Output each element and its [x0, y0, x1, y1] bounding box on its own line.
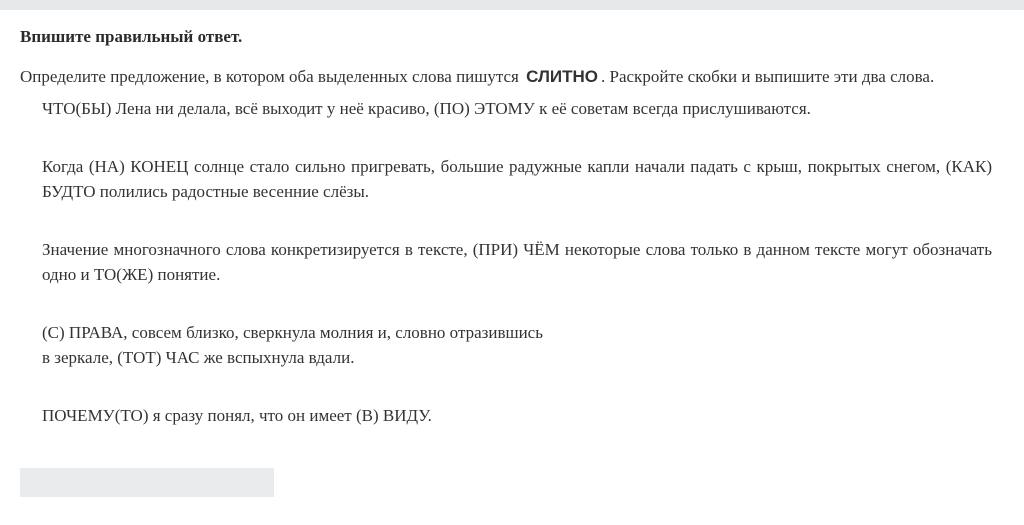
instruction-text-after: . Раскройте скобки и выпишите эти два слова.: [601, 67, 935, 86]
instruction-text-before: Определите предложение, в котором оба выделенных слова пишутся: [20, 67, 519, 86]
sentence-option-3: Значение многозначного слова конкретизируется в тексте, (ПРИ) ЧЁМ некоторые слова только в данном тексте могут обозначать одно и ТО(ЖЕ) понятие.: [42, 240, 992, 284]
sentence-options: [42, 96, 992, 428]
sentence-option-4: [42, 320, 992, 370]
sentence-option-4-line-1: (С) ПРАВА, совсем близко, сверкнула молния и, словно отразившись: [42, 323, 543, 342]
sentence-option-1: ЧТО(БЫ) Лена ни делала, всё выходит у неё красиво, (ПО) ЭТОМУ к её советам всегда прислушиваются.: [42, 99, 811, 118]
task-header: Впишите правильный ответ.: [20, 27, 243, 46]
top-bar: [0, 0, 1024, 10]
sentence-option-5: ПОЧЕМУ(ТО) я сразу понял, что он имеет (В) ВИДУ.: [42, 406, 432, 425]
sentence-option-2: Когда (НА) КОНЕЦ солнце стало сильно пригревать, большие радужные капли начали падать с крыш, покрытых снегом, (КАК) БУДТО полились радостные весенние слёзы.: [42, 157, 992, 201]
answer-input[interactable]: [20, 468, 274, 497]
instruction-emphasis: СЛИТНО: [526, 67, 599, 86]
task-instruction: [20, 67, 1010, 87]
sentence-option-4-line-2: в зеркале, (ТОТ) ЧАС же вспыхнула вдали.: [42, 348, 355, 367]
